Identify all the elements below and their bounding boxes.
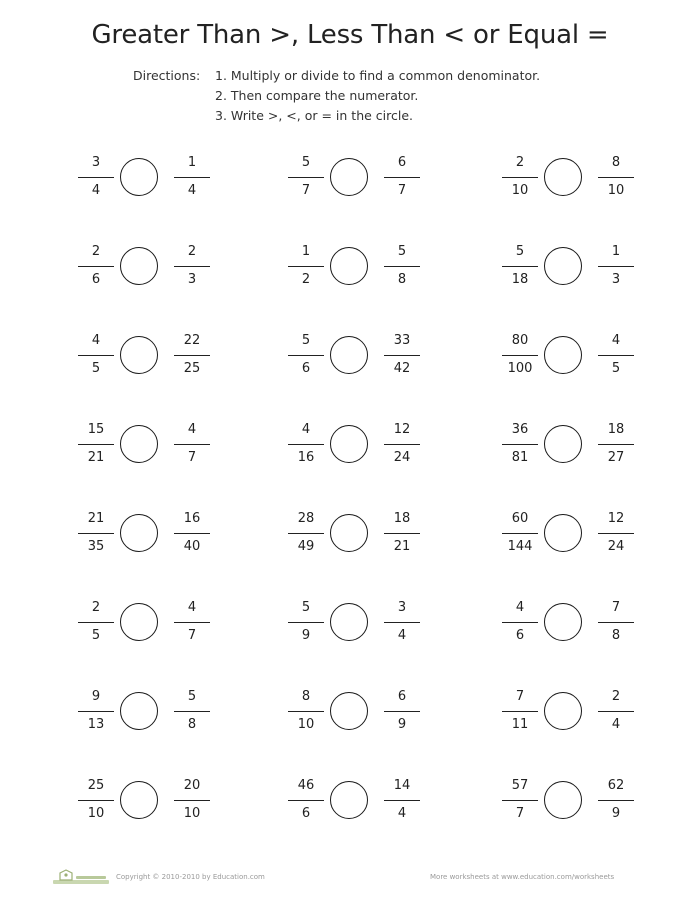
fraction-bar xyxy=(598,800,634,801)
left-fraction xyxy=(498,241,542,301)
fraction-bar xyxy=(78,800,114,801)
fraction-bar xyxy=(598,355,634,356)
fraction-bar xyxy=(288,355,324,356)
left-denominator: 16 xyxy=(297,450,315,465)
left-fraction xyxy=(284,241,328,301)
fraction-bar xyxy=(288,444,324,445)
left-fraction xyxy=(74,419,118,479)
left-numerator: 57 xyxy=(511,778,529,793)
right-denominator: 40 xyxy=(183,539,201,554)
comparison-problem xyxy=(498,241,638,301)
left-fraction xyxy=(498,419,542,479)
fraction-bar xyxy=(598,266,634,267)
comparison-problem xyxy=(498,775,638,835)
right-numerator: 2 xyxy=(187,244,197,259)
left-fraction xyxy=(284,686,328,746)
right-fraction xyxy=(594,330,638,390)
answer-circle[interactable] xyxy=(544,425,582,463)
fraction-bar xyxy=(78,355,114,356)
comparison-problem xyxy=(74,241,214,301)
answer-circle[interactable] xyxy=(120,158,158,196)
fraction-bar xyxy=(502,266,538,267)
fraction-bar xyxy=(384,355,420,356)
left-fraction xyxy=(498,330,542,390)
left-denominator: 6 xyxy=(301,361,311,376)
left-denominator: 6 xyxy=(91,272,101,287)
comparison-problem xyxy=(74,330,214,390)
left-numerator: 21 xyxy=(87,511,105,526)
right-denominator: 3 xyxy=(611,272,621,287)
answer-circle[interactable] xyxy=(330,603,368,641)
right-numerator: 33 xyxy=(393,333,411,348)
left-denominator: 18 xyxy=(511,272,529,287)
right-fraction xyxy=(594,152,638,212)
fraction-bar xyxy=(384,711,420,712)
left-fraction xyxy=(74,597,118,657)
right-denominator: 42 xyxy=(393,361,411,376)
left-denominator: 35 xyxy=(87,539,105,554)
fraction-bar xyxy=(502,800,538,801)
fraction-bar xyxy=(174,266,210,267)
fraction-bar xyxy=(174,533,210,534)
left-numerator: 4 xyxy=(91,333,101,348)
left-fraction xyxy=(74,330,118,390)
left-denominator: 10 xyxy=(297,717,315,732)
right-denominator: 4 xyxy=(397,806,407,821)
comparison-problem xyxy=(498,597,638,657)
left-numerator: 5 xyxy=(301,155,311,170)
right-fraction xyxy=(380,241,424,301)
fraction-bar xyxy=(78,444,114,445)
right-fraction xyxy=(594,241,638,301)
answer-circle[interactable] xyxy=(544,336,582,374)
comparison-problem xyxy=(74,508,214,568)
right-fraction xyxy=(594,686,638,746)
answer-circle[interactable] xyxy=(544,781,582,819)
right-denominator: 5 xyxy=(611,361,621,376)
fraction-bar xyxy=(502,622,538,623)
answer-circle[interactable] xyxy=(120,514,158,552)
right-numerator: 62 xyxy=(607,778,625,793)
answer-circle[interactable] xyxy=(330,425,368,463)
left-numerator: 28 xyxy=(297,511,315,526)
comparison-problem xyxy=(74,775,214,835)
comparison-problem xyxy=(284,686,424,746)
answer-circle[interactable] xyxy=(330,247,368,285)
left-fraction xyxy=(498,686,542,746)
comparison-problem xyxy=(498,686,638,746)
right-numerator: 2 xyxy=(611,689,621,704)
page-title: Greater Than >, Less Than < or Equal = xyxy=(91,20,609,50)
directions-label: Directions: xyxy=(133,68,201,83)
left-fraction xyxy=(284,330,328,390)
left-fraction xyxy=(498,508,542,568)
comparison-problem xyxy=(74,597,214,657)
right-denominator: 7 xyxy=(187,450,197,465)
fraction-bar xyxy=(78,622,114,623)
direction-step-2: 2. Then compare the numerator. xyxy=(215,88,419,103)
comparison-problem xyxy=(498,419,638,479)
right-fraction xyxy=(380,330,424,390)
left-denominator: 7 xyxy=(515,806,525,821)
fraction-bar xyxy=(598,711,634,712)
right-fraction xyxy=(594,775,638,835)
answer-circle[interactable] xyxy=(544,514,582,552)
right-fraction xyxy=(594,597,638,657)
fraction-bar xyxy=(502,533,538,534)
left-fraction xyxy=(74,508,118,568)
fraction-bar xyxy=(598,622,634,623)
right-denominator: 10 xyxy=(607,183,625,198)
right-denominator: 24 xyxy=(607,539,625,554)
fraction-bar xyxy=(78,711,114,712)
fraction-bar xyxy=(78,533,114,534)
education-com-logo-icon xyxy=(52,868,112,886)
right-numerator: 12 xyxy=(607,511,625,526)
fraction-bar xyxy=(288,800,324,801)
left-denominator: 9 xyxy=(301,628,311,643)
left-fraction xyxy=(74,686,118,746)
fraction-bar xyxy=(598,533,634,534)
left-fraction xyxy=(284,775,328,835)
right-numerator: 20 xyxy=(183,778,201,793)
comparison-problem xyxy=(284,330,424,390)
answer-circle[interactable] xyxy=(120,336,158,374)
left-fraction xyxy=(284,597,328,657)
answer-circle[interactable] xyxy=(544,247,582,285)
left-fraction xyxy=(74,775,118,835)
answer-circle[interactable] xyxy=(544,158,582,196)
answer-circle[interactable] xyxy=(120,247,158,285)
right-fraction xyxy=(170,597,214,657)
left-numerator: 5 xyxy=(515,244,525,259)
left-denominator: 5 xyxy=(91,361,101,376)
left-numerator: 2 xyxy=(91,244,101,259)
fraction-bar xyxy=(288,266,324,267)
left-numerator: 36 xyxy=(511,422,529,437)
comparison-problem xyxy=(498,152,638,212)
right-numerator: 1 xyxy=(187,155,197,170)
left-fraction xyxy=(284,152,328,212)
right-denominator: 9 xyxy=(611,806,621,821)
right-fraction xyxy=(170,508,214,568)
left-numerator: 3 xyxy=(91,155,101,170)
fraction-bar xyxy=(174,444,210,445)
right-denominator: 9 xyxy=(397,717,407,732)
left-denominator: 2 xyxy=(301,272,311,287)
left-denominator: 7 xyxy=(301,183,311,198)
answer-circle[interactable] xyxy=(330,514,368,552)
left-numerator: 8 xyxy=(301,689,311,704)
comparison-problem xyxy=(284,419,424,479)
right-numerator: 6 xyxy=(397,689,407,704)
right-fraction xyxy=(594,419,638,479)
left-denominator: 6 xyxy=(301,806,311,821)
right-denominator: 27 xyxy=(607,450,625,465)
left-denominator: 10 xyxy=(511,183,529,198)
comparison-problem xyxy=(74,419,214,479)
left-numerator: 4 xyxy=(515,600,525,615)
comparison-problem xyxy=(284,508,424,568)
fraction-bar xyxy=(78,266,114,267)
right-denominator: 21 xyxy=(393,539,411,554)
right-fraction xyxy=(170,419,214,479)
right-denominator: 10 xyxy=(183,806,201,821)
comparison-problem xyxy=(284,597,424,657)
left-fraction xyxy=(74,152,118,212)
right-denominator: 8 xyxy=(611,628,621,643)
right-denominator: 3 xyxy=(187,272,197,287)
fraction-bar xyxy=(384,444,420,445)
left-denominator: 6 xyxy=(515,628,525,643)
direction-step-3: 3. Write >, <, or = in the circle. xyxy=(215,108,413,123)
fraction-bar xyxy=(502,711,538,712)
comparison-problem xyxy=(74,152,214,212)
left-numerator: 15 xyxy=(87,422,105,437)
left-numerator: 7 xyxy=(515,689,525,704)
footer xyxy=(0,862,700,892)
answer-circle[interactable] xyxy=(330,158,368,196)
right-numerator: 22 xyxy=(183,333,201,348)
answer-circle[interactable] xyxy=(544,692,582,730)
right-numerator: 7 xyxy=(611,600,621,615)
fraction-bar xyxy=(384,533,420,534)
right-denominator: 7 xyxy=(187,628,197,643)
fraction-bar xyxy=(502,355,538,356)
right-numerator: 6 xyxy=(397,155,407,170)
right-denominator: 25 xyxy=(183,361,201,376)
answer-circle[interactable] xyxy=(120,781,158,819)
right-numerator: 5 xyxy=(187,689,197,704)
right-fraction xyxy=(170,152,214,212)
right-denominator: 24 xyxy=(393,450,411,465)
left-denominator: 10 xyxy=(87,806,105,821)
right-numerator: 16 xyxy=(183,511,201,526)
right-numerator: 3 xyxy=(397,600,407,615)
comparison-problem xyxy=(284,775,424,835)
answer-circle[interactable] xyxy=(330,781,368,819)
fraction-bar xyxy=(288,622,324,623)
fraction-bar xyxy=(78,177,114,178)
fraction-bar xyxy=(174,711,210,712)
left-fraction xyxy=(498,597,542,657)
right-denominator: 4 xyxy=(187,183,197,198)
fraction-bar xyxy=(174,177,210,178)
comparison-problem xyxy=(284,241,424,301)
left-numerator: 2 xyxy=(515,155,525,170)
right-numerator: 8 xyxy=(611,155,621,170)
right-numerator: 4 xyxy=(187,600,197,615)
right-fraction xyxy=(170,241,214,301)
answer-circle[interactable] xyxy=(120,692,158,730)
answer-circle[interactable] xyxy=(330,692,368,730)
fraction-bar xyxy=(288,177,324,178)
comparison-problem xyxy=(498,508,638,568)
comparison-problem xyxy=(74,686,214,746)
right-fraction xyxy=(170,686,214,746)
right-denominator: 7 xyxy=(397,183,407,198)
left-fraction xyxy=(498,775,542,835)
left-numerator: 1 xyxy=(301,244,311,259)
footer-more-worksheets-link[interactable]: More worksheets at www.education.com/worksheets xyxy=(430,873,615,881)
right-fraction xyxy=(380,775,424,835)
left-denominator: 144 xyxy=(507,539,533,554)
left-denominator: 100 xyxy=(507,361,533,376)
left-fraction xyxy=(284,508,328,568)
fraction-bar xyxy=(502,444,538,445)
left-numerator: 5 xyxy=(301,600,311,615)
right-fraction xyxy=(170,775,214,835)
right-numerator: 14 xyxy=(393,778,411,793)
left-denominator: 21 xyxy=(87,450,105,465)
right-fraction xyxy=(170,330,214,390)
answer-circle[interactable] xyxy=(544,603,582,641)
footer-copyright: Copyright © 2010-2010 by Education.com xyxy=(116,873,265,881)
right-denominator: 4 xyxy=(611,717,621,732)
right-denominator: 8 xyxy=(187,717,197,732)
answer-circle[interactable] xyxy=(330,336,368,374)
fraction-bar xyxy=(598,444,634,445)
fraction-bar xyxy=(384,266,420,267)
direction-step-1: 1. Multiply or divide to find a common denominator. xyxy=(215,68,541,83)
left-numerator: 4 xyxy=(301,422,311,437)
answer-circle[interactable] xyxy=(120,603,158,641)
fraction-bar xyxy=(384,177,420,178)
left-denominator: 13 xyxy=(87,717,105,732)
left-denominator: 5 xyxy=(91,628,101,643)
right-numerator: 1 xyxy=(611,244,621,259)
comparison-problem xyxy=(284,152,424,212)
right-numerator: 4 xyxy=(611,333,621,348)
right-denominator: 8 xyxy=(397,272,407,287)
fraction-bar xyxy=(384,622,420,623)
left-numerator: 9 xyxy=(91,689,101,704)
right-denominator: 4 xyxy=(397,628,407,643)
left-denominator: 11 xyxy=(511,717,529,732)
left-fraction xyxy=(284,419,328,479)
right-numerator: 5 xyxy=(397,244,407,259)
right-numerator: 18 xyxy=(607,422,625,437)
right-fraction xyxy=(380,597,424,657)
left-numerator: 60 xyxy=(511,511,529,526)
left-fraction xyxy=(498,152,542,212)
fraction-bar xyxy=(502,177,538,178)
left-fraction xyxy=(74,241,118,301)
right-fraction xyxy=(594,508,638,568)
fraction-bar xyxy=(174,622,210,623)
answer-circle[interactable] xyxy=(120,425,158,463)
right-numerator: 4 xyxy=(187,422,197,437)
fraction-bar xyxy=(174,355,210,356)
right-fraction xyxy=(380,419,424,479)
left-numerator: 46 xyxy=(297,778,315,793)
left-denominator: 49 xyxy=(297,539,315,554)
left-denominator: 81 xyxy=(511,450,529,465)
right-fraction xyxy=(380,152,424,212)
comparison-problem xyxy=(498,330,638,390)
left-numerator: 5 xyxy=(301,333,311,348)
right-fraction xyxy=(380,686,424,746)
fraction-bar xyxy=(288,711,324,712)
right-numerator: 18 xyxy=(393,511,411,526)
left-numerator: 2 xyxy=(91,600,101,615)
right-numerator: 12 xyxy=(393,422,411,437)
left-numerator: 25 xyxy=(87,778,105,793)
fraction-bar xyxy=(174,800,210,801)
left-denominator: 4 xyxy=(91,183,101,198)
left-numerator: 80 xyxy=(511,333,529,348)
fraction-bar xyxy=(384,800,420,801)
fraction-bar xyxy=(598,177,634,178)
directions-steps xyxy=(215,66,540,126)
fraction-bar xyxy=(288,533,324,534)
right-fraction xyxy=(380,508,424,568)
